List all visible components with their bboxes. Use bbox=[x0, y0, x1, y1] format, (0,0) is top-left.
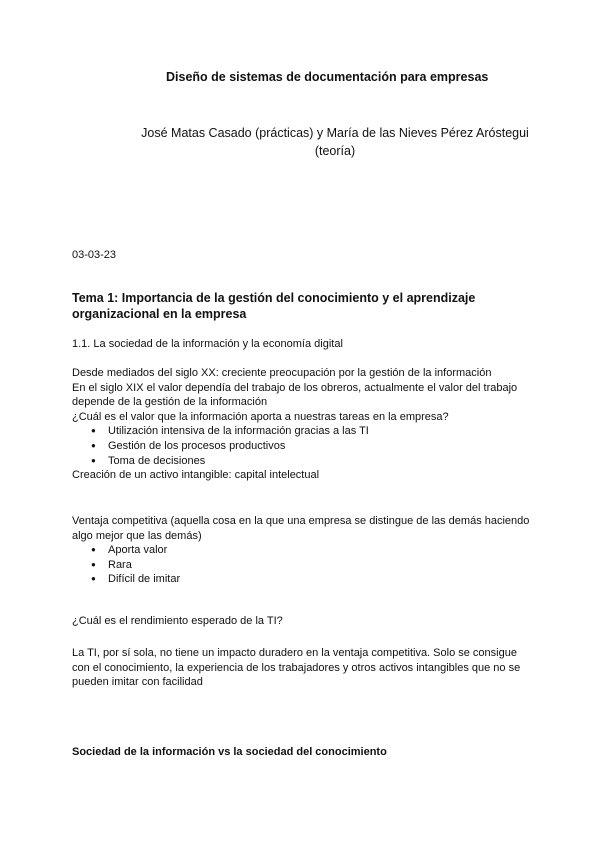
bullet-icon: ● bbox=[91, 545, 96, 555]
paragraph-line: Ventaja competitiva (aquella cosa en la que una empresa se distingue de las demás haciendo algo mejor que las demás) bbox=[72, 515, 530, 542]
paragraph-line: ¿Cuál es el valor que la información aporta a nuestras tareas en la empresa? bbox=[72, 410, 449, 423]
list-item bbox=[72, 572, 532, 587]
list-item-text: Aporta valor bbox=[108, 544, 168, 557]
topic-heading: Tema 1: Importancia de la gestión del conocimiento y el aprendizaje organizacional en la empresa bbox=[72, 291, 476, 321]
document-authors: José Matas Casado (prácticas) y María de las Nieves Pérez Aróstegui (teoría) bbox=[141, 126, 529, 158]
bullet-icon: ● bbox=[91, 440, 96, 450]
list-item-text: Gestión de los procesos productivos bbox=[108, 439, 286, 452]
competitive-advantage-block bbox=[72, 514, 532, 587]
list-item-text: Utilización intensiva de la información gracias a las TI bbox=[108, 425, 369, 438]
list-item-text: Difícil de imitar bbox=[108, 573, 181, 586]
document-title: Diseño de sistemas de documentación para empresas bbox=[166, 70, 489, 84]
list-item bbox=[72, 424, 532, 439]
list-item bbox=[72, 558, 532, 573]
list-item bbox=[72, 454, 532, 469]
list-item-text: Toma de decisiones bbox=[108, 454, 206, 467]
list-item-text: Rara bbox=[108, 558, 132, 571]
paragraph-line: En el siglo XIX el valor dependía del trabajo de los obreros, actualmente el valor del trabajo depende de la gestión de la información bbox=[72, 381, 518, 409]
document-date: 03-03-23 bbox=[72, 249, 117, 261]
subsection-heading: 1.1. La sociedad de la información y la economía digital bbox=[72, 338, 343, 350]
bullet-icon: ● bbox=[91, 455, 96, 465]
info-management-block bbox=[72, 366, 532, 483]
list-item bbox=[72, 543, 532, 558]
question-line: ¿Cuál es el rendimiento esperado de la TI? bbox=[72, 615, 283, 627]
answer-paragraph: La TI, por sí sola, no tiene un impacto duradero en la ventaja competitiva. Solo se consigue con el conocimiento, la experiencia de los trabajadores y otros activos intangibles que no se pueden imitar con facilidad bbox=[72, 647, 521, 689]
list-item bbox=[72, 439, 532, 454]
bullet-list bbox=[72, 543, 532, 587]
section-heading: Sociedad de la información vs la sociedad del conocimiento bbox=[72, 746, 387, 758]
bullet-list bbox=[72, 424, 532, 468]
bullet-icon: ● bbox=[91, 559, 96, 569]
bullet-icon: ● bbox=[91, 574, 96, 584]
bullet-icon: ● bbox=[91, 426, 96, 436]
paragraph-line: Creación de un activo intangible: capital intelectual bbox=[72, 469, 320, 482]
paragraph-line: Desde mediados del siglo XX: creciente preocupación por la gestión de la información bbox=[72, 367, 492, 379]
